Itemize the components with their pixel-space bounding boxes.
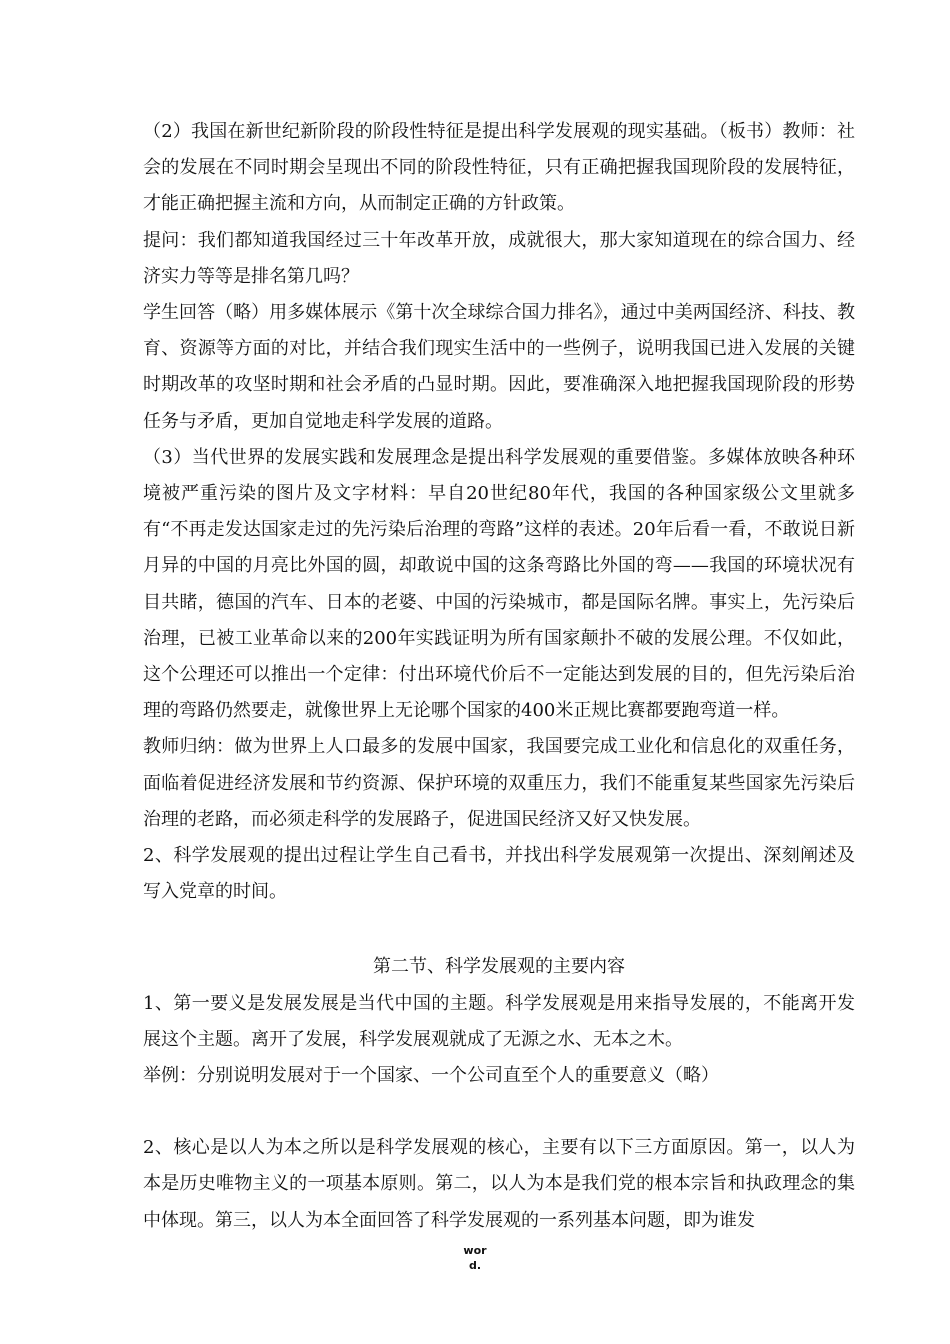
- paragraph-student-answer: 学生回答（略）用多媒体展示《第十次全球综合国力排名》，通过中美两国经济、科技、教育、资源等方面的对比，并结合我们现实生活中的一些例子，说明我国已进入发展的关键时期改革的攻坚时期和社会矛盾的凸显时期。因此，要准确深入地把握我国现阶段的形势任务与矛盾，更加自觉地走科学发展的道路。: [143, 302, 855, 432]
- paragraph-world-practice: （3）当代世界的发展实践和发展理念是提出科学发展观的重要借鉴。多媒体放映各种环境被严重污染的图片及文字材料：早自20世纪80年代，我国的各种国家级公文里就多有“不再走发达国家走过的先污染后治理的弯路”这样的表述。20年后看一看，不敢说日新月异的中国的月亮比外国的圆，却敢说中国的这条弯路比外国的弯——我国的环境状况有目共睹，德国的汽车、日本的老婆、中国的污染城市，都是国际名牌。事实上，先污染后治理，已被工业革命以来的200年实践证明为所有国家颠扑不破的发展公理。不仅如此，这个公理还可以推出一个定律：付出环境代价后不一定能达到发展的目的，但先污染后治理的弯路仍然要走，就像世界上无论哪个国家的400米正规比赛都要跑弯道一样。: [143, 446, 855, 722]
- blank-line: [143, 910, 855, 949]
- paragraph-process: 2、科学发展观的提出过程让学生自己看书，并找出科学发展观第一次提出、深刻阐述及写入党章的时间。: [143, 845, 855, 903]
- footer-line-1: wor: [463, 1244, 487, 1257]
- blank-line: [143, 1094, 855, 1130]
- paragraph-core: 2、核心是以人为本之所以是科学发展观的核心，主要有以下三方面原因。第一，以人为本是历史唯物主义的一项基本原则。第二，以人为本是我们党的根本宗旨和执政理念的集中体现。第三，以人为本全面回答了科学发展观的一系列基本问题，即为谁发: [143, 1137, 855, 1231]
- paragraph-first-meaning: 1、第一要义是发展发展是当代中国的主题。科学发展观是用来指导发展的，不能离开发展这个主题。离开了发展，科学发展观就成了无源之水、无本之木。: [143, 992, 855, 1050]
- paragraph-question: 提问：我们都知道我国经过三十年改革开放，成就很大，那大家知道现在的综合国力、经济实力等等是排名第几吗？: [143, 229, 855, 287]
- page-footer: [0, 1243, 950, 1273]
- paragraph-example: 举例：分别说明发展对于一个国家、一个公司直至个人的重要意义（略）: [143, 1065, 719, 1087]
- section-heading: 第二节、科学发展观的主要内容: [373, 956, 625, 978]
- paragraph-stage-characteristics: （2）我国在新世纪新阶段的阶段性特征是提出科学发展观的现实基础。（板书）教师：社会的发展在不同时期会呈现出不同的阶段性特征，只有正确把握我国现阶段的发展特征，才能正确把握主流和方向，从而制定正确的方针政策。: [143, 121, 855, 215]
- document-body: [143, 114, 855, 1239]
- paragraph-teacher-summary: 教师归纳：做为世界上人口最多的发展中国家，我国要完成工业化和信息化的双重任务，面临着促进经济发展和节约资源、保护环境的双重压力，我们不能重复某些国家先污染后治理的老路，而必须走科学的发展路子，促进国民经济又好又快发展。: [143, 736, 855, 830]
- footer-line-2: d.: [468, 1259, 482, 1272]
